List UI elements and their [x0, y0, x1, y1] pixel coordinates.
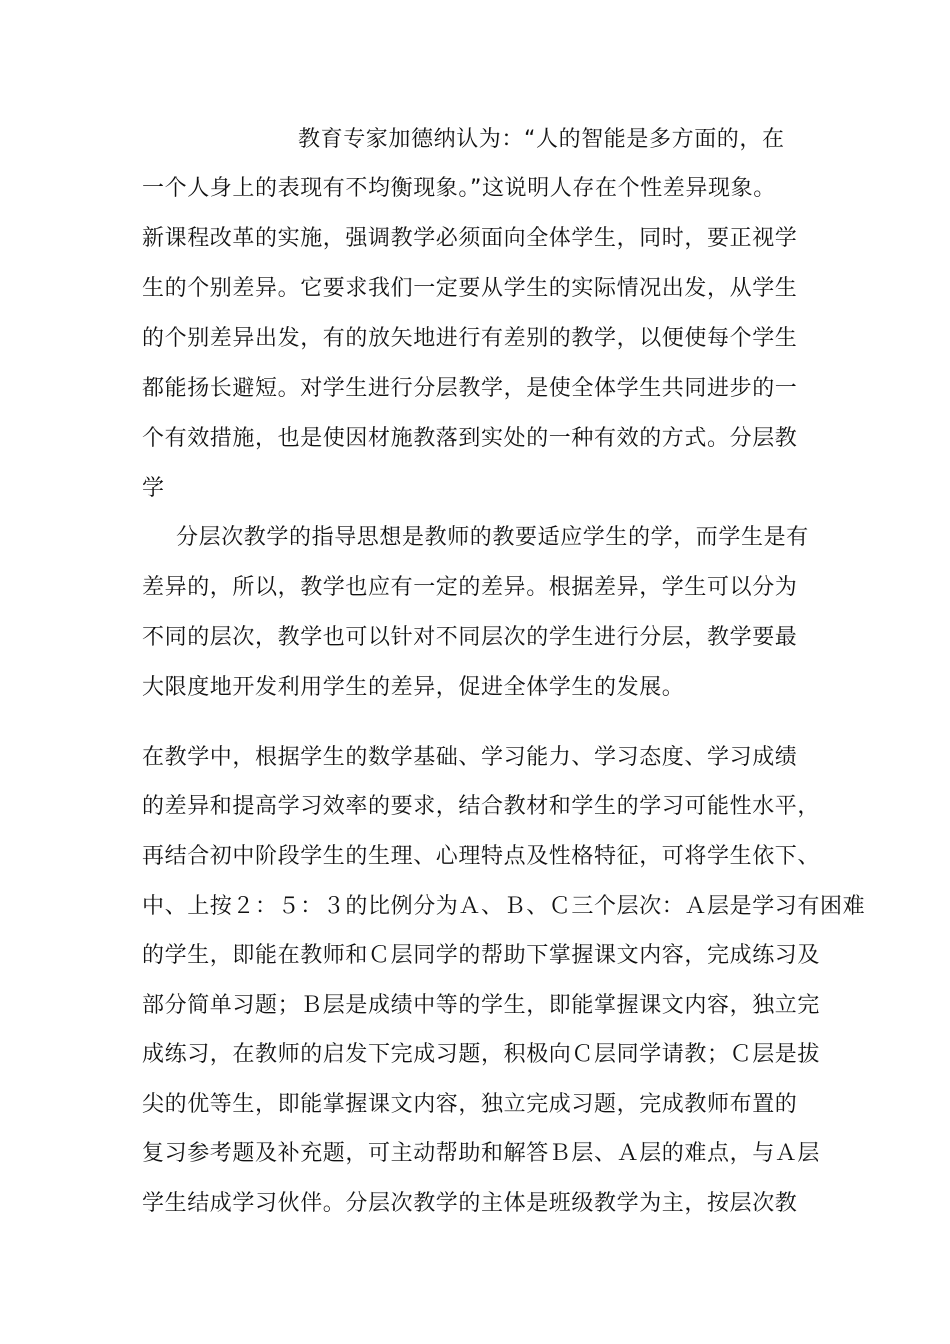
- paragraph-2-line-1: 分层次教学的指导思想是教师的教要适应学生的学，而学生是有: [176, 525, 809, 550]
- paragraph-1-line-2: 一个人身上的表现有不均衡现象。”这说明人存在个性差异现象。: [142, 176, 776, 201]
- paragraph-1-line-4: 生的个别差异。它要求我们一定要从学生的实际情况出发，从学生: [142, 276, 798, 301]
- paragraph-3-line-9: 复习参考题及补充题，可主动帮助和解答Ｂ层、Ａ层的难点，与Ａ层: [142, 1141, 821, 1166]
- paragraph-3-line-10: 学生结成学习伙伴。分层次教学的主体是班级教学为主，按层次教: [142, 1191, 798, 1216]
- paragraph-1-line-8: 学: [142, 476, 165, 501]
- paragraph-3-line-3: 再结合初中阶段学生的生理、心理特点及性格特征，可将学生依下、: [142, 844, 821, 869]
- paragraph-1-line-6: 都能扬长避短。对学生进行分层教学，是使全体学生共同进步的一: [142, 376, 798, 401]
- paragraph-3-line-4: 中、上按２：５：３的比例分为Ａ、Ｂ、Ｃ三个层次：Ａ层是学习有困难: [142, 894, 866, 919]
- paragraph-2-line-3: 不同的层次，教学也可以针对不同层次的学生进行分层，教学要最: [142, 625, 798, 650]
- paragraph-1-line-7: 个有效措施，也是使因材施教落到实处的一种有效的方式。分层教: [142, 426, 798, 451]
- paragraph-3-line-1: 在教学中，根据学生的数学基础、学习能力、学习态度、学习成绩: [142, 745, 798, 770]
- paragraph-3-line-2: 的差异和提高学习效率的要求，结合教材和学生的学习可能性水平，: [142, 794, 821, 819]
- paragraph-2-line-4: 大限度地开发利用学生的差异，促进全体学生的发展。: [142, 675, 685, 700]
- paragraph-3-line-5: 的学生，即能在教师和Ｃ层同学的帮助下掌握课文内容，完成练习及: [142, 943, 821, 968]
- paragraph-1-line-3: 新课程改革的实施，强调教学必须面向全体学生，同时，要正视学: [142, 226, 798, 251]
- paragraph-3-line-7: 成练习，在教师的启发下完成习题，积极向Ｃ层同学请教；Ｃ层是拔: [142, 1042, 821, 1067]
- paragraph-1-line-1: 教育专家加德纳认为：“人的智能是多方面的，在: [298, 127, 785, 152]
- paragraph-3-line-6: 部分简单习题；Ｂ层是成绩中等的学生，即能掌握课文内容，独立完: [142, 993, 821, 1018]
- paragraph-3-line-8: 尖的优等生，即能掌握课文内容，独立完成习题，完成教师布置的: [142, 1092, 798, 1117]
- paragraph-2-line-2: 差异的，所以，教学也应有一定的差异。根据差异，学生可以分为: [142, 575, 798, 600]
- paragraph-1-line-5: 的个别差异出发，有的放矢地进行有差别的教学，以便使每个学生: [142, 326, 798, 351]
